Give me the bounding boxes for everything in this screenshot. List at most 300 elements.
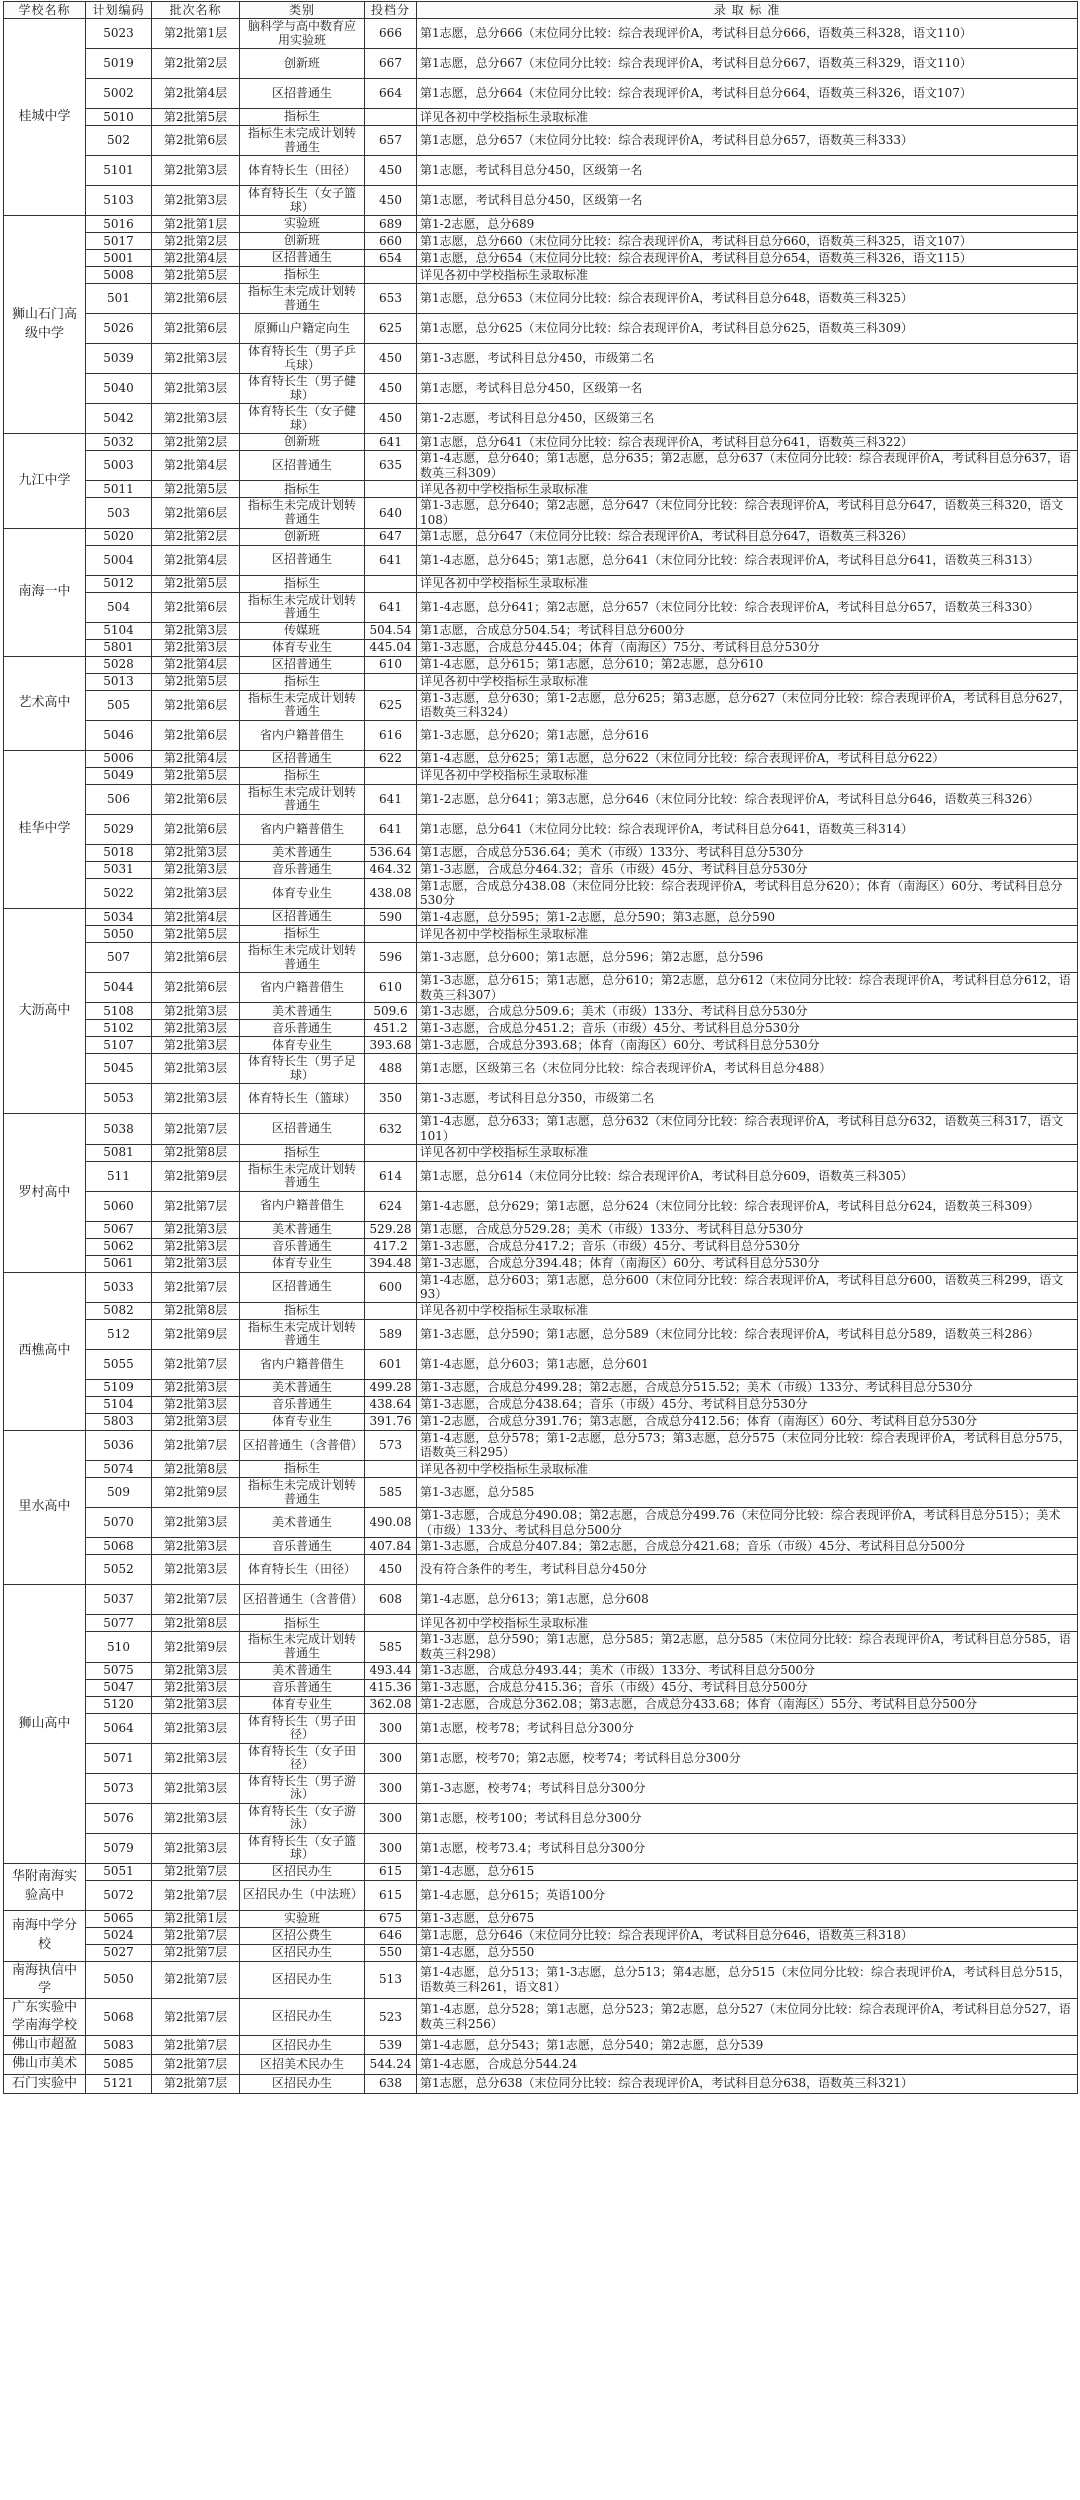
score-cell: 407.84 — [365, 1538, 417, 1555]
score-cell: 464.32 — [365, 861, 417, 878]
criteria-cell: 第1志愿，合成总分438.08（末位同分比较：综合表现评价A，考试科目总分620）；体育（南海区）60分、考试科目总分530分 — [417, 878, 1078, 908]
criteria-cell: 第1-3志愿，总分590；第1志愿，总分585；第2志愿，总分585（末位同分比较：综合表现评价A，考试科目总分585，语数英三科298） — [417, 1632, 1078, 1662]
school-name-cell: 西樵高中 — [4, 1272, 86, 1430]
category-cell: 美术普通生 — [240, 1508, 365, 1538]
plan-code-cell: 5108 — [86, 1003, 152, 1020]
score-cell: 638 — [365, 2074, 417, 2093]
score-cell: 666 — [365, 19, 417, 49]
category-cell: 区招普通生 — [240, 750, 365, 767]
plan-code-cell: 5026 — [86, 314, 152, 344]
criteria-cell: 第1-3志愿，合成总分499.28；第2志愿，合成总分515.52；美术（市级）133分、考试科目总分530分 — [417, 1379, 1078, 1396]
category-cell: 区招民办生（中法班） — [240, 1880, 365, 1910]
table-row — [4, 1508, 1078, 1538]
table-row — [4, 1191, 1078, 1221]
school-name-cell: 桂华中学 — [4, 750, 86, 908]
criteria-cell: 第1-4志愿，总分629；第1志愿，总分624（末位同分比较：综合表现评价A，考试科目总分624，语数英三科309） — [417, 1191, 1078, 1221]
criteria-cell: 第1志愿，总分653（末位同分比较：综合表现评价A，考试科目总分648，语数英三科325） — [417, 284, 1078, 314]
category-cell: 体育专业生 — [240, 639, 365, 656]
score-cell: 445.04 — [365, 639, 417, 656]
table-row — [4, 1003, 1078, 1020]
batch-cell: 第2批第3层 — [152, 1508, 240, 1538]
plan-code-cell: 506 — [86, 784, 152, 814]
category-cell: 区招美术民办生 — [240, 2055, 365, 2074]
criteria-cell: 第1-4志愿，总分513；第1-3志愿，总分513；第4志愿，总分515（末位同分比较：综合表现评价A，考试科目总分515，语数英三科261，语文81） — [417, 1961, 1078, 1998]
score-cell: 300 — [365, 1743, 417, 1773]
batch-cell: 第2批第3层 — [152, 186, 240, 216]
table-row — [4, 656, 1078, 673]
score-cell: 509.6 — [365, 1003, 417, 1020]
table-row — [4, 1632, 1078, 1662]
criteria-cell: 详见各初中学校指标生录取标准 — [417, 575, 1078, 592]
table-row — [4, 451, 1078, 481]
plan-code-cell: 5036 — [86, 1430, 152, 1460]
table-row — [4, 973, 1078, 1003]
table-row — [4, 1221, 1078, 1238]
table-row — [4, 434, 1078, 451]
table-row — [4, 186, 1078, 216]
table-row — [4, 156, 1078, 186]
score-cell — [365, 575, 417, 592]
plan-code-cell: 5803 — [86, 1413, 152, 1430]
table-row — [4, 1272, 1078, 1302]
score-cell: 391.76 — [365, 1413, 417, 1430]
category-cell: 指标生未完成计划转普通生 — [240, 784, 365, 814]
plan-code-cell: 5076 — [86, 1803, 152, 1833]
batch-cell: 第2批第5层 — [152, 109, 240, 126]
score-cell: 451.2 — [365, 1020, 417, 1037]
school-name-cell: 南海执信中学 — [4, 1961, 86, 1998]
plan-code-cell: 5082 — [86, 1302, 152, 1319]
criteria-cell: 详见各初中学校指标生录取标准 — [417, 767, 1078, 784]
batch-cell: 第2批第3层 — [152, 1662, 240, 1679]
batch-cell: 第2批第7层 — [152, 1585, 240, 1615]
category-cell: 省内户籍普借生 — [240, 814, 365, 844]
table-row — [4, 943, 1078, 973]
plan-code-cell: 5010 — [86, 109, 152, 126]
table-row — [4, 622, 1078, 639]
category-cell: 美术普通生 — [240, 1662, 365, 1679]
criteria-cell: 详见各初中学校指标生录取标准 — [417, 267, 1078, 284]
table-row — [4, 1020, 1078, 1037]
batch-cell: 第2批第3层 — [152, 1084, 240, 1114]
score-cell: 450 — [365, 156, 417, 186]
score-cell — [365, 767, 417, 784]
plan-code-cell: 5077 — [86, 1615, 152, 1632]
batch-cell: 第2批第8层 — [152, 1461, 240, 1478]
table-row — [4, 1037, 1078, 1054]
category-cell: 区招民办生 — [240, 1863, 365, 1880]
batch-cell: 第2批第3层 — [152, 374, 240, 404]
batch-cell: 第2批第7层 — [152, 2055, 240, 2074]
criteria-cell: 第1-3志愿，合成总分438.64；音乐（市级）45分、考试科目总分530分 — [417, 1396, 1078, 1413]
score-cell: 499.28 — [365, 1379, 417, 1396]
batch-cell: 第2批第7层 — [152, 1272, 240, 1302]
category-cell: 区招民办生 — [240, 2036, 365, 2055]
score-cell: 622 — [365, 750, 417, 767]
category-cell: 省内户籍普借生 — [240, 720, 365, 750]
score-cell — [365, 1615, 417, 1632]
criteria-cell: 第1志愿，考试科目总分450，区级第一名 — [417, 374, 1078, 404]
criteria-cell: 详见各初中学校指标生录取标准 — [417, 1302, 1078, 1319]
score-cell: 590 — [365, 909, 417, 926]
table-row — [4, 1413, 1078, 1430]
plan-code-cell: 5065 — [86, 1910, 152, 1927]
score-cell: 450 — [365, 374, 417, 404]
plan-code-cell: 5121 — [86, 2074, 152, 2093]
plan-code-cell: 5016 — [86, 216, 152, 233]
category-cell: 体育特长生（女子游泳） — [240, 1803, 365, 1833]
plan-code-cell: 5049 — [86, 767, 152, 784]
batch-cell: 第2批第7层 — [152, 1961, 240, 1998]
score-cell: 300 — [365, 1773, 417, 1803]
table-row — [4, 1319, 1078, 1349]
batch-cell: 第2批第3层 — [152, 1696, 240, 1713]
score-cell: 608 — [365, 1585, 417, 1615]
table-row — [4, 1396, 1078, 1413]
admission-table — [3, 1, 1078, 2094]
criteria-cell: 第1志愿，总分660（末位同分比较：综合表现评价A，考试科目总分660，语数英三科325，语文107） — [417, 233, 1078, 250]
category-cell: 区招普通生 — [240, 1272, 365, 1302]
table-row — [4, 481, 1078, 498]
batch-cell: 第2批第3层 — [152, 1773, 240, 1803]
batch-cell: 第2批第3层 — [152, 622, 240, 639]
criteria-cell: 第1-2志愿，合成总分362.08；第3志愿，合成总分433.68；体育（南海区）55分、考试科目总分500分 — [417, 1696, 1078, 1713]
table-row — [4, 1743, 1078, 1773]
batch-cell: 第2批第7层 — [152, 1863, 240, 1880]
batch-cell: 第2批第2层 — [152, 233, 240, 250]
criteria-cell: 详见各初中学校指标生录取标准 — [417, 926, 1078, 943]
plan-code-cell: 5064 — [86, 1713, 152, 1743]
plan-code-cell: 5046 — [86, 720, 152, 750]
score-cell — [365, 1144, 417, 1161]
category-cell: 区招民办生 — [240, 1961, 365, 1998]
category-cell: 区招普通生 — [240, 656, 365, 673]
criteria-cell: 详见各初中学校指标生录取标准 — [417, 109, 1078, 126]
category-cell: 指标生未完成计划转普通生 — [240, 943, 365, 973]
table-row — [4, 1238, 1078, 1255]
table-row — [4, 1585, 1078, 1615]
batch-cell: 第2批第7层 — [152, 1880, 240, 1910]
plan-code-cell: 5081 — [86, 1144, 152, 1161]
batch-cell: 第2批第3层 — [152, 1054, 240, 1084]
batch-cell: 第2批第4层 — [152, 79, 240, 109]
score-cell: 490.08 — [365, 1508, 417, 1538]
table-row — [4, 1555, 1078, 1585]
category-cell: 体育特长生（男子游泳） — [240, 1773, 365, 1803]
table-row — [4, 1998, 1078, 2035]
batch-cell: 第2批第7层 — [152, 2074, 240, 2093]
batch-cell: 第2批第6层 — [152, 498, 240, 528]
plan-code-cell: 5061 — [86, 1255, 152, 1272]
category-cell: 指标生 — [240, 267, 365, 284]
criteria-cell: 第1-3志愿，总分675 — [417, 1910, 1078, 1927]
score-cell — [365, 926, 417, 943]
table-row — [4, 49, 1078, 79]
admission-document — [0, 1, 1080, 2500]
table-row — [4, 267, 1078, 284]
score-cell — [365, 267, 417, 284]
criteria-cell: 第1志愿，总分614（末位同分比较：综合表现评价A，考试科目总分609，语数英三科305） — [417, 1161, 1078, 1191]
score-cell: 523 — [365, 1998, 417, 2035]
table-row — [4, 284, 1078, 314]
category-cell: 指标生未完成计划转普通生 — [240, 690, 365, 720]
score-cell — [365, 1461, 417, 1478]
criteria-cell: 第1志愿，总分625（末位同分比较：综合表现评价A，考试科目总分625，语数英三科309） — [417, 314, 1078, 344]
batch-cell: 第2批第8层 — [152, 1144, 240, 1161]
header-criteria: 录 取 标 准 — [417, 2, 1078, 19]
plan-code-cell: 5037 — [86, 1585, 152, 1615]
table-row — [4, 690, 1078, 720]
score-cell: 350 — [365, 1084, 417, 1114]
category-cell: 指标生未完成计划转普通生 — [240, 1319, 365, 1349]
batch-cell: 第2批第2层 — [152, 49, 240, 79]
plan-code-cell: 5067 — [86, 1221, 152, 1238]
batch-cell: 第2批第6层 — [152, 720, 240, 750]
category-cell: 创新班 — [240, 233, 365, 250]
table-row — [4, 1713, 1078, 1743]
category-cell: 指标生 — [240, 109, 365, 126]
category-cell: 区招公费生 — [240, 1927, 365, 1944]
table-row — [4, 2055, 1078, 2074]
batch-cell: 第2批第2层 — [152, 528, 240, 545]
category-cell: 体育专业生 — [240, 878, 365, 908]
batch-cell: 第2批第3层 — [152, 878, 240, 908]
criteria-cell: 第1志愿，总分641（末位同分比较：综合表现评价A，考试科目总分641，语数英三科322） — [417, 434, 1078, 451]
plan-code-cell: 509 — [86, 1478, 152, 1508]
category-cell: 体育特长生（男子健球） — [240, 374, 365, 404]
score-cell: 589 — [365, 1319, 417, 1349]
plan-code-cell: 5104 — [86, 1396, 152, 1413]
criteria-cell: 第1志愿，考试科目总分450，区级第一名 — [417, 156, 1078, 186]
table-row — [4, 639, 1078, 656]
table-row — [4, 374, 1078, 404]
school-name-cell: 里水高中 — [4, 1430, 86, 1585]
criteria-cell: 第1-4志愿，总分613；第1志愿，总分608 — [417, 1585, 1078, 1615]
score-cell: 632 — [365, 1114, 417, 1144]
criteria-cell: 第1-2志愿，总分689 — [417, 216, 1078, 233]
table-body — [4, 19, 1078, 2094]
batch-cell: 第2批第3层 — [152, 1555, 240, 1585]
criteria-cell: 第1志愿，总分647（末位同分比较：综合表现评价A，考试科目总分647，语数英三科326） — [417, 528, 1078, 545]
batch-cell: 第2批第7层 — [152, 1349, 240, 1379]
plan-code-cell: 5047 — [86, 1679, 152, 1696]
plan-code-cell: 5039 — [86, 344, 152, 374]
batch-cell: 第2批第7层 — [152, 1430, 240, 1460]
score-cell: 616 — [365, 720, 417, 750]
criteria-cell: 第1-3志愿，总分590；第1志愿，总分589（末位同分比较：综合表现评价A，考试科目总分589，语数英三科286） — [417, 1319, 1078, 1349]
batch-cell: 第2批第3层 — [152, 1538, 240, 1555]
table-row — [4, 926, 1078, 943]
score-cell: 596 — [365, 943, 417, 973]
criteria-cell: 第1-3志愿，合成总分509.6；美术（市级）133分、考试科目总分530分 — [417, 1003, 1078, 1020]
category-cell: 指标生未完成计划转普通生 — [240, 126, 365, 156]
category-cell: 实验班 — [240, 216, 365, 233]
plan-code-cell: 5104 — [86, 622, 152, 639]
plan-code-cell: 5103 — [86, 186, 152, 216]
batch-cell: 第2批第3层 — [152, 1037, 240, 1054]
batch-cell: 第2批第1层 — [152, 216, 240, 233]
batch-cell: 第2批第1层 — [152, 1910, 240, 1927]
batch-cell: 第2批第8层 — [152, 1302, 240, 1319]
plan-code-cell: 5050 — [86, 1961, 152, 1998]
plan-code-cell: 510 — [86, 1632, 152, 1662]
score-cell: 615 — [365, 1863, 417, 1880]
school-name-cell: 大沥高中 — [4, 909, 86, 1114]
batch-cell: 第2批第3层 — [152, 156, 240, 186]
plan-code-cell: 5801 — [86, 639, 152, 656]
plan-code-cell: 5079 — [86, 1833, 152, 1863]
plan-code-cell: 5032 — [86, 434, 152, 451]
table-row — [4, 19, 1078, 49]
score-cell: 600 — [365, 1272, 417, 1302]
batch-cell: 第2批第4层 — [152, 750, 240, 767]
plan-code-cell: 5107 — [86, 1037, 152, 1054]
plan-code-cell: 507 — [86, 943, 152, 973]
criteria-cell: 第1志愿，总分641（末位同分比较：综合表现评价A，考试科目总分641，语数英三科314） — [417, 814, 1078, 844]
criteria-cell: 第1-3志愿，合成总分451.2；音乐（市级）45分、考试科目总分530分 — [417, 1020, 1078, 1037]
batch-cell: 第2批第3层 — [152, 1255, 240, 1272]
plan-code-cell: 5073 — [86, 1773, 152, 1803]
table-row — [4, 545, 1078, 575]
criteria-cell: 第1-4志愿，总分543；第1志愿，总分540；第2志愿，总分539 — [417, 2036, 1078, 2055]
criteria-cell: 第1-3志愿，合成总分445.04；体育（南海区）75分、考试科目总分530分 — [417, 639, 1078, 656]
criteria-cell: 第1志愿，校考70；第2志愿，校考74；考试科目总分300分 — [417, 1743, 1078, 1773]
plan-code-cell: 5027 — [86, 1944, 152, 1961]
batch-cell: 第2批第2层 — [152, 434, 240, 451]
plan-code-cell: 5001 — [86, 250, 152, 267]
table-row — [4, 1662, 1078, 1679]
category-cell: 区招普通生 — [240, 250, 365, 267]
score-cell: 641 — [365, 545, 417, 575]
category-cell: 音乐普通生 — [240, 1020, 365, 1037]
table-row — [4, 1863, 1078, 1880]
score-cell: 573 — [365, 1430, 417, 1460]
batch-cell: 第2批第6层 — [152, 690, 240, 720]
batch-cell: 第2批第5层 — [152, 767, 240, 784]
plan-code-cell: 504 — [86, 592, 152, 622]
table-row — [4, 1114, 1078, 1144]
table-row — [4, 673, 1078, 690]
table-row — [4, 784, 1078, 814]
criteria-cell: 第1志愿，总分667（末位同分比较：综合表现评价A，考试科目总分667，语数英三科329，语文110） — [417, 49, 1078, 79]
criteria-cell: 第1-4志愿，总分603；第1志愿，总分600（末位同分比较：综合表现评价A，考试科目总分600，语数英三科299，语文93） — [417, 1272, 1078, 1302]
batch-cell: 第2批第3层 — [152, 1803, 240, 1833]
plan-code-cell: 5052 — [86, 1555, 152, 1585]
category-cell: 指标生未完成计划转普通生 — [240, 592, 365, 622]
batch-cell: 第2批第7层 — [152, 1114, 240, 1144]
criteria-cell: 第1志愿，校考100；考试科目总分300分 — [417, 1803, 1078, 1833]
score-cell: 300 — [365, 1803, 417, 1833]
plan-code-cell: 5068 — [86, 1998, 152, 2035]
table-row — [4, 767, 1078, 784]
score-cell: 393.68 — [365, 1037, 417, 1054]
score-cell: 300 — [365, 1713, 417, 1743]
plan-code-cell: 5033 — [86, 1272, 152, 1302]
batch-cell: 第2批第3层 — [152, 1003, 240, 1020]
score-cell: 539 — [365, 2036, 417, 2055]
criteria-cell: 第1志愿，校考78；考试科目总分300分 — [417, 1713, 1078, 1743]
table-row — [4, 861, 1078, 878]
score-cell: 394.48 — [365, 1255, 417, 1272]
table-row — [4, 1833, 1078, 1863]
plan-code-cell: 5062 — [86, 1238, 152, 1255]
batch-cell: 第2批第5层 — [152, 926, 240, 943]
batch-cell: 第2批第6层 — [152, 973, 240, 1003]
batch-cell: 第2批第7层 — [152, 1944, 240, 1961]
criteria-cell: 第1-3志愿，合成总分407.84；第2志愿，合成总分421.68；音乐（市级）45分、考试科目总分500分 — [417, 1538, 1078, 1555]
score-cell — [365, 481, 417, 498]
score-cell: 647 — [365, 528, 417, 545]
category-cell: 体育特长生（田径） — [240, 156, 365, 186]
table-row — [4, 250, 1078, 267]
plan-code-cell: 5024 — [86, 1927, 152, 1944]
criteria-cell: 详见各初中学校指标生录取标准 — [417, 673, 1078, 690]
category-cell: 传媒班 — [240, 622, 365, 639]
score-cell: 585 — [365, 1632, 417, 1662]
school-name-cell: 华附南海实验高中 — [4, 1863, 86, 1910]
batch-cell: 第2批第7层 — [152, 1998, 240, 2035]
score-cell: 654 — [365, 250, 417, 267]
score-cell: 614 — [365, 1161, 417, 1191]
table-row — [4, 1679, 1078, 1696]
category-cell: 创新班 — [240, 528, 365, 545]
category-cell: 指标生 — [240, 1144, 365, 1161]
plan-code-cell: 5040 — [86, 374, 152, 404]
table-row — [4, 1430, 1078, 1460]
plan-code-cell: 5006 — [86, 750, 152, 767]
category-cell: 体育特长生（女子篮球） — [240, 186, 365, 216]
plan-code-cell: 503 — [86, 498, 152, 528]
plan-code-cell: 5074 — [86, 1461, 152, 1478]
criteria-cell: 第1志愿，区级第三名（末位同分比较：综合表现评价A，考试科目总分488） — [417, 1054, 1078, 1084]
batch-cell: 第2批第6层 — [152, 592, 240, 622]
batch-cell: 第2批第6层 — [152, 814, 240, 844]
school-name-cell: 石门实验中 — [4, 2074, 86, 2093]
category-cell: 区招普通生（含普借） — [240, 1585, 365, 1615]
school-name-cell: 佛山市美术 — [4, 2055, 86, 2074]
category-cell: 指标生 — [240, 1461, 365, 1478]
category-cell: 美术普通生 — [240, 1221, 365, 1238]
score-cell: 610 — [365, 973, 417, 1003]
criteria-cell: 第1志愿，合成总分529.28；美术（市级）133分、考试科目总分530分 — [417, 1221, 1078, 1238]
school-name-cell: 南海一中 — [4, 528, 86, 656]
score-cell: 625 — [365, 690, 417, 720]
score-cell: 513 — [365, 1961, 417, 1998]
criteria-cell: 第1志愿，考试科目总分450，区级第一名 — [417, 186, 1078, 216]
criteria-cell: 第1-4志愿，总分641；第2志愿，总分657（末位同分比较：综合表现评价A，考试科目总分657，语数英三科330） — [417, 592, 1078, 622]
plan-code-cell: 5050 — [86, 926, 152, 943]
plan-code-cell: 5075 — [86, 1662, 152, 1679]
criteria-cell: 第1-3志愿，考试科目总分450，市级第二名 — [417, 344, 1078, 374]
score-cell: 417.2 — [365, 1238, 417, 1255]
school-name-cell: 艺术高中 — [4, 656, 86, 750]
batch-cell: 第2批第7层 — [152, 1927, 240, 1944]
plan-code-cell: 5071 — [86, 1743, 152, 1773]
category-cell: 音乐普通生 — [240, 1679, 365, 1696]
criteria-cell: 第1-3志愿，合成总分393.68；体育（南海区）60分、考试科目总分530分 — [417, 1037, 1078, 1054]
plan-code-cell: 5045 — [86, 1054, 152, 1084]
batch-cell: 第2批第8层 — [152, 1615, 240, 1632]
criteria-cell: 第1-3志愿，总分630；第1-2志愿，总分625；第3志愿，总分627（末位同分比较：综合表现评价A，考试科目总分627，语数英三科324） — [417, 690, 1078, 720]
school-name-cell: 九江中学 — [4, 434, 86, 529]
plan-code-cell: 5002 — [86, 79, 152, 109]
score-cell: 488 — [365, 1054, 417, 1084]
batch-cell: 第2批第4层 — [152, 656, 240, 673]
table-row — [4, 1961, 1078, 1998]
category-cell: 区招普通生 — [240, 451, 365, 481]
table-row — [4, 314, 1078, 344]
category-cell: 体育特长生（女子健球） — [240, 404, 365, 434]
